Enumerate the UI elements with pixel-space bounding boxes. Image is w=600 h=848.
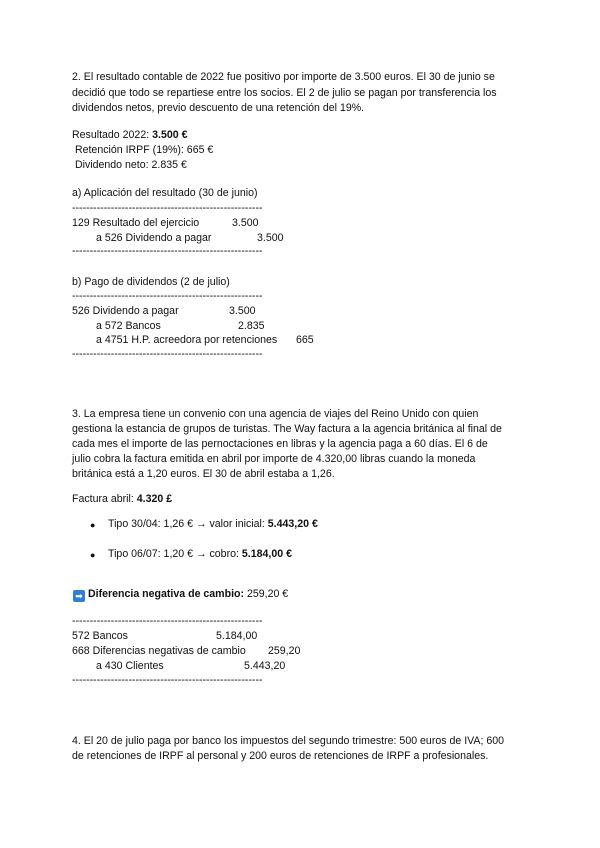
- q2b-separator-bottom: ------------------------------------------------------: [72, 348, 263, 360]
- q3-bullet-2-value: 5.184,00 €: [241, 548, 292, 560]
- q2-statement-line-3: dividendos netos, previo descuento de una retención del 19%.: [72, 102, 365, 114]
- q2b-line-3-name: a 4751 H.P. acreedora por retenciones: [96, 334, 278, 346]
- q3-factura-label: Factura abril:: [72, 493, 137, 505]
- q2a-separator-top: ------------------------------------------------------: [72, 202, 263, 214]
- bullet-dot-icon: ●: [90, 520, 96, 530]
- q3-statement-line-1: 3. La empresa tiene un convenio con una agencia de viajes del Reino Unido con quien: [72, 408, 479, 420]
- q2b-line-2-amount: 2.835: [238, 320, 265, 332]
- q3-line-1-amount: 5.184,00: [216, 630, 258, 642]
- q2-resultado-label: Resultado 2022:: [72, 129, 153, 141]
- q3-diferencia-value: 259,20 €: [244, 588, 289, 600]
- q3-statement-line-2: gestiona la estancia de grupos de turistas. The Way factura a la agencia británica al final de: [72, 423, 502, 435]
- q2a-line-2-amount: 3.500: [257, 232, 284, 244]
- q2-statement-line-1: 2. El resultado contable de 2022 fue positivo por importe de 3.500 euros. El 30 de junio se: [72, 71, 495, 83]
- q2-resultado-value: 3.500 €: [152, 129, 188, 141]
- q3-bullet-1-label: Tipo 30/04: 1,26 € → valor inicial:: [108, 518, 268, 530]
- q3-diferencia-label: Diferencia negativa de cambio:: [88, 588, 245, 600]
- q3-bullet-2: [108, 547, 292, 562]
- q3-line-3-name: a 430 Clientes: [96, 660, 164, 672]
- q3-separator-bottom: ------------------------------------------------------: [72, 674, 263, 686]
- q3-line-1-name: 572 Bancos: [72, 630, 128, 642]
- q2a-line-2-name: a 526 Dividendo a pagar: [96, 232, 212, 244]
- q3-statement-line-4: julio cobra la factura emitida en abril por importe de 4.320,00 libras cuando la moneda: [72, 453, 476, 465]
- q2a-line-1-amount: 3.500: [232, 217, 259, 229]
- q2b-line-2-name: a 572 Bancos: [96, 320, 161, 332]
- q2-resultado-line: [72, 128, 187, 143]
- q2b-line-1-name: 526 Dividendo a pagar: [72, 305, 179, 317]
- q3-bullet-2-label: Tipo 06/07: 1,20 € → cobro:: [108, 548, 242, 560]
- q2b-line-3-amount: 665: [296, 334, 314, 346]
- q3-line-3-amount: 5.443,20: [244, 660, 286, 672]
- q4-statement-line-2: de retenciones de IRPF al personal y 200 euros de retenciones de IRPF a profesionales.: [72, 750, 489, 762]
- q3-factura-value: 4.320 £: [136, 493, 173, 505]
- q3-bullet-1: [108, 517, 318, 532]
- q3-line-2-amount: 259,20: [268, 645, 301, 657]
- q4-statement-line-1: 4. El 20 de julio paga por banco los impuestos del segundo trimestre: 500 euros de IVA; 600: [72, 735, 505, 747]
- arrow-right-icon: ➡: [73, 590, 85, 602]
- q2a-title: a) Aplicación del resultado (30 de junio): [72, 187, 258, 199]
- q2b-separator-top: ------------------------------------------------------: [72, 290, 263, 302]
- q3-line-2-name: 668 Diferencias negativas de cambio: [72, 645, 246, 657]
- q3-bullet-1-value: 5.443,20 €: [267, 518, 318, 530]
- q2-statement-line-2: decidió que todo se repartiese entre los socios. El 2 de julio se pagan por transferencia los: [72, 87, 497, 99]
- q2-dividendo-line: Dividendo neto: 2.835 €: [72, 159, 187, 171]
- q2-retencion-line: Retención IRPF (19%): 665 €: [72, 144, 214, 156]
- q3-statement-line-5: británica está a 1,20 euros. El 30 de abril estaba a 1,26.: [72, 468, 335, 480]
- q3-separator-top: ------------------------------------------------------: [72, 615, 263, 627]
- q2a-line-1-name: 129 Resultado del ejercicio: [72, 217, 200, 229]
- q3-statement-line-3: cada mes el importe de las pernoctaciones en libras y la agencia paga a 60 días. El 6 de: [72, 438, 488, 450]
- q2b-title: b) Pago de dividendos (2 de julio): [72, 276, 230, 288]
- q3-factura-line: [72, 492, 172, 507]
- q2a-separator-bottom: ------------------------------------------------------: [72, 245, 263, 257]
- q2b-line-1-amount: 3.500: [229, 305, 256, 317]
- q3-diferencia-line: [73, 587, 288, 602]
- bullet-dot-icon: ●: [90, 550, 96, 560]
